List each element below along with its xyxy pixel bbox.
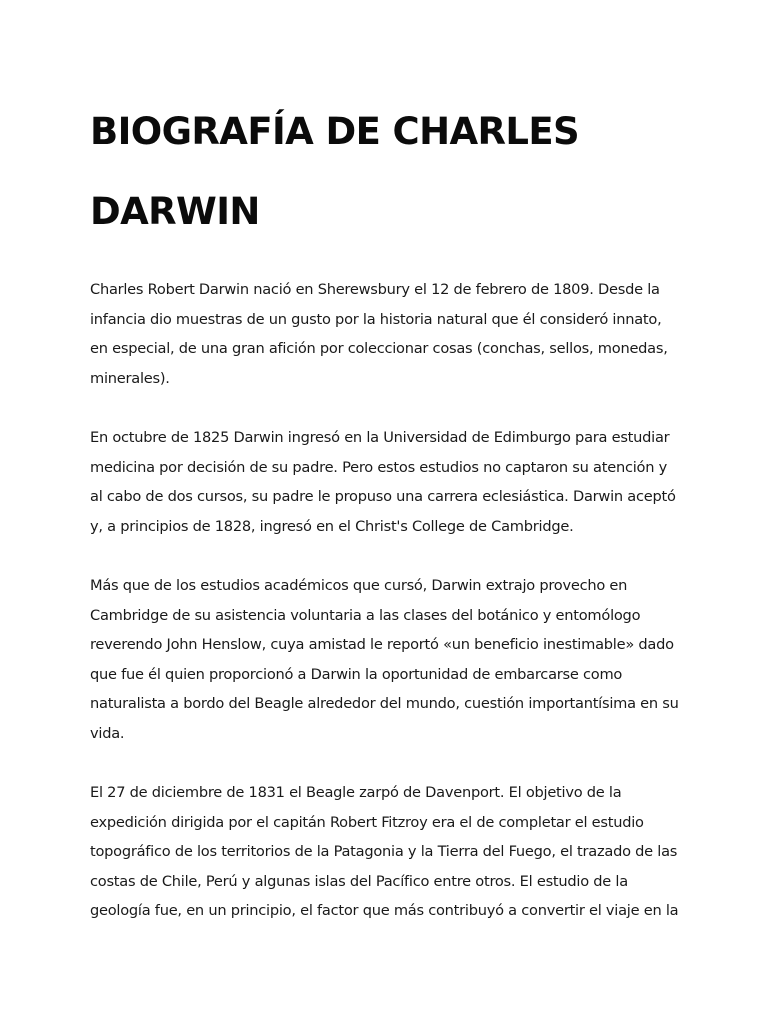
paragraph-birth: Charles Robert Darwin nació en Sherewsbury el 12 de febrero de 1809. Desde la infancia dio muestras de un gusto por la historia natural que él consideró innato, en especial, de una gran afición por coleccionar cosas (conchas, sellos, monedas, minerales). <box>90 281 668 387</box>
paragraph-edinburgh: En octubre de 1825 Darwin ingresó en la Universidad de Edimburgo para estudiar medicina por decisión de su padre. Pero estos estudios no captaron su atención y al cabo de dos cursos, su padre le propuso una carrera eclesiástica. Darwin aceptó y, a principios de 1828, ingresó en el Christ's College de Cambridge. <box>90 428 676 535</box>
page-title: BIOGRAFÍA DE CHARLES DARWIN <box>90 110 580 233</box>
paragraph-cambridge: Más que de los estudios académicos que cursó, Darwin extrajo provecho en Cambridge de su asistencia voluntaria a las clases del botánico y entomólogo reverendo John Henslow, cuya amistad le reportó «un beneficio inestimable» dado que fue él quien proporcionó a Darwin la oportunidad de embarcarse como naturalista a bordo del Beagle alrededor del mundo, cuestión importantísima en su vida. <box>90 576 679 742</box>
paragraph-beagle: El 27 de diciembre de 1831 el Beagle zarpó de Davenport. El objetivo de la expedición dirigida por el capitán Robert Fitzroy era el de completar el estudio topográfico de los territorios de la Patagonia y la Tierra del Fuego, el trazado de las costas de Chile, Perú y algunas islas del Pacífico entre otros. El estudio de la geología fue, en un principio, el factor que más contribuyó a convertir el viaje en la <box>90 784 679 920</box>
document-page <box>90 92 680 926</box>
